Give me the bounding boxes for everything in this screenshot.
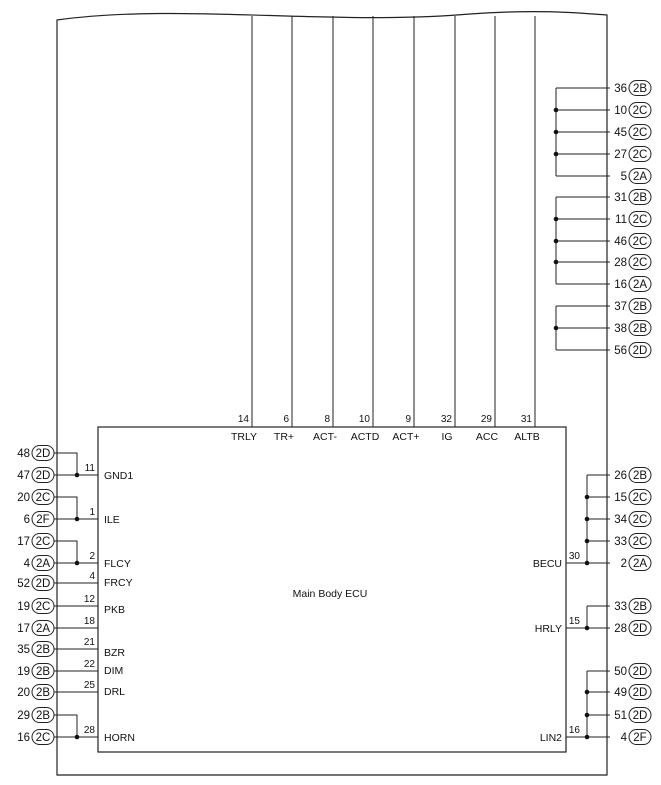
- connector-pin-number: 33: [614, 601, 627, 613]
- connector-pin-number: 49: [614, 687, 627, 699]
- connector-pin-number: 27: [614, 149, 627, 161]
- left-pin-number: 21: [83, 637, 95, 648]
- top-pin-signal: TR+: [273, 431, 295, 443]
- splice-dot: [585, 495, 590, 500]
- splice-dot: [554, 130, 559, 135]
- connector-id: 2D: [35, 578, 51, 590]
- left-pin-number: 2: [89, 551, 95, 562]
- connector-id: 2C: [35, 732, 51, 744]
- connector-id: 2D: [35, 448, 51, 460]
- connector-pin-number: 4: [620, 732, 627, 744]
- connector-pin-number: 31: [614, 192, 627, 204]
- connector-id: 2A: [35, 623, 51, 635]
- connector-pin-number: 20: [17, 492, 30, 504]
- top-pin-signal: ACTD: [350, 431, 380, 443]
- connector-id: 2B: [632, 601, 648, 613]
- splice-dot: [585, 690, 590, 695]
- left-pin-signal: PKB: [104, 604, 126, 616]
- connector-pin-number: 37: [614, 301, 627, 313]
- connector-id: 2C: [632, 105, 648, 117]
- top-pin-signal: IG: [441, 431, 453, 443]
- connector-pin-number: 56: [614, 345, 627, 357]
- connector-pin-number: 52: [17, 578, 30, 590]
- splice-dot: [75, 561, 80, 566]
- connector-id: 2C: [632, 149, 648, 161]
- top-pin-signal: ACT+: [392, 431, 420, 443]
- splice-dot: [75, 735, 80, 740]
- connector-pin-number: 15: [614, 492, 627, 504]
- connector-id: 2A: [632, 558, 648, 570]
- connector-id: 2C: [35, 492, 51, 504]
- top-pin-signal: ACC: [475, 431, 499, 443]
- connector-pin-number: 19: [17, 601, 30, 613]
- left-pin-number: 28: [83, 725, 95, 736]
- splice-dot: [554, 260, 559, 265]
- connector-id: 2D: [35, 470, 51, 482]
- connector-pin-number: 4: [23, 558, 30, 570]
- connector-pin-number: 29: [17, 710, 30, 722]
- connector-id: 2D: [632, 687, 648, 699]
- splice-dot: [75, 517, 80, 522]
- connector-pin-number: 45: [614, 127, 627, 139]
- splice-dot: [585, 561, 590, 566]
- right-pin-number: 30: [568, 551, 580, 562]
- splice-dot: [554, 326, 559, 331]
- connector-id: 2C: [35, 536, 51, 548]
- connector-id: 2C: [632, 236, 648, 248]
- splice-dot: [585, 713, 590, 718]
- left-pin-number: 1: [89, 507, 95, 518]
- connector-id: 2B: [35, 666, 51, 678]
- left-pin-signal: FRCY: [104, 577, 133, 589]
- top-pin-number: 29: [480, 414, 492, 425]
- splice-dot: [585, 735, 590, 740]
- right-pin-signal: HRLY: [534, 623, 562, 635]
- right-pin-number: 15: [568, 616, 580, 627]
- left-pin-number: 12: [83, 594, 95, 605]
- connector-pin-number: 17: [17, 536, 30, 548]
- connector-pin-number: 5: [620, 171, 627, 183]
- connector-pin-number: 16: [17, 732, 30, 744]
- connector-id: 2D: [632, 666, 648, 678]
- left-pin-number: 22: [83, 659, 95, 670]
- connector-pin-number: 20: [17, 687, 30, 699]
- left-pin-number: 4: [89, 571, 95, 582]
- left-pin-signal: FLCY: [104, 558, 131, 570]
- splice-dot: [554, 239, 559, 244]
- left-pin-number: 11: [84, 463, 95, 474]
- splice-dot: [585, 539, 590, 544]
- connector-id: 2C: [632, 514, 648, 526]
- connector-pin-number: 28: [614, 623, 627, 635]
- connector-id: 2B: [632, 83, 648, 95]
- top-pins: [231, 16, 540, 443]
- connector-id: 2D: [632, 623, 648, 635]
- left-pin-signal: BZR: [104, 647, 125, 659]
- connector-id: 2B: [632, 192, 648, 204]
- connector-id: 2A: [632, 171, 648, 183]
- top-pin-number: 10: [358, 414, 370, 425]
- left-pin-signal: GND1: [104, 470, 134, 482]
- right-pin-signal: BECU: [532, 558, 562, 570]
- splice-dot: [554, 217, 559, 222]
- connector-id: 2A: [35, 558, 51, 570]
- connector-pin-number: 16: [614, 279, 627, 291]
- splice-dot: [554, 108, 559, 113]
- connector-id: 2B: [632, 470, 648, 482]
- connector-pin-number: 2: [620, 558, 627, 570]
- connector-id: 2B: [35, 687, 51, 699]
- right-pin-number: 16: [568, 725, 580, 736]
- connector-pin-number: 26: [614, 470, 627, 482]
- left-pin-signal: DIM: [104, 665, 124, 677]
- connector-id: 2D: [632, 345, 648, 357]
- connector-id: 2B: [35, 710, 51, 722]
- connector-id: 2C: [35, 601, 51, 613]
- ecu-title: Main Body ECU: [292, 588, 368, 600]
- top-pin-signal: ALTB: [514, 431, 540, 443]
- right-pin-signal: LIN2: [539, 732, 562, 744]
- left-pin-signal: HORN: [104, 732, 135, 744]
- splice-dot: [585, 517, 590, 522]
- connector-pin-number: 28: [614, 257, 627, 269]
- connector-id: 2C: [632, 127, 648, 139]
- top-pin-number: 6: [283, 414, 289, 425]
- connector-pin-number: 51: [614, 710, 627, 722]
- top-pin-number: 8: [324, 414, 330, 425]
- connector-pin-number: 6: [23, 514, 30, 526]
- connector-pin-number: 11: [615, 214, 627, 226]
- connector-pin-number: 35: [17, 644, 30, 656]
- top-pin-number: 14: [237, 414, 249, 425]
- connector-pin-number: 46: [614, 236, 627, 248]
- connector-id: 2B: [632, 301, 648, 313]
- connector-pin-number: 33: [614, 536, 627, 548]
- connector-id: 2C: [632, 214, 648, 226]
- upper-right-splices: [554, 81, 651, 358]
- connector-id: 2D: [632, 710, 648, 722]
- left-pin-number: 25: [83, 680, 95, 691]
- connector-id: 2F: [36, 514, 50, 526]
- top-pin-signal: TRLY: [230, 431, 258, 443]
- connector-id: 2C: [632, 536, 648, 548]
- connector-pin-number: 47: [17, 470, 30, 482]
- connector-pin-number: 48: [17, 448, 30, 460]
- connector-pin-number: 10: [614, 105, 627, 117]
- splice-dot: [75, 473, 80, 478]
- top-pin-signal: ACT-: [313, 431, 337, 443]
- connector-id: 2B: [632, 323, 648, 335]
- connector-pin-number: 50: [614, 666, 627, 678]
- splice-dot: [554, 152, 559, 157]
- connector-pin-number: 36: [614, 83, 627, 95]
- connector-id: 2A: [632, 279, 648, 291]
- top-pin-number: 9: [405, 414, 411, 425]
- connector-id: 2C: [632, 492, 648, 504]
- splice-dot: [585, 626, 590, 631]
- connector-id: 2F: [633, 732, 647, 744]
- top-pin-number: 31: [520, 414, 532, 425]
- top-pin-number: 32: [440, 414, 452, 425]
- connector-pin-number: 38: [614, 323, 627, 335]
- connector-pin-number: 34: [614, 514, 627, 526]
- connector-pin-number: 17: [17, 623, 30, 635]
- connector-pin-number: 19: [17, 666, 30, 678]
- left-pin-number: 18: [83, 616, 95, 627]
- connector-id: 2B: [35, 644, 51, 656]
- connector-id: 2C: [632, 257, 648, 269]
- left-pin-signal: DRL: [104, 686, 126, 698]
- left-pin-signal: ILE: [104, 514, 120, 526]
